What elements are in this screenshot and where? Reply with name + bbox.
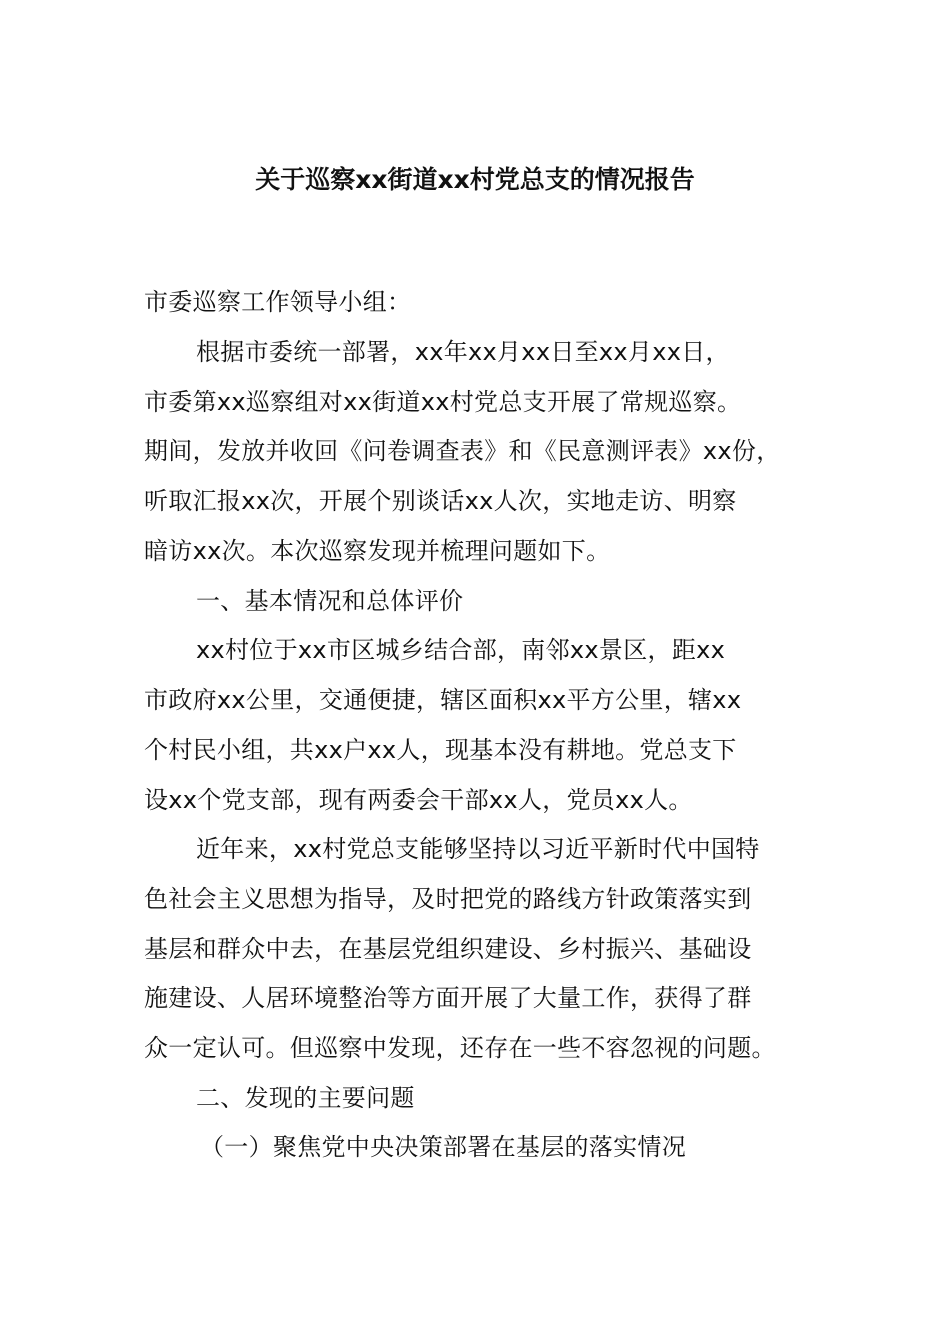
paragraph-line: 根据市委统一部署，xx年xx月xx日至xx月xx日， [196, 338, 730, 366]
paragraph-line: 暗访xx次。本次巡察发现并梳理问题如下。 [144, 537, 611, 565]
paragraph-line: 近年来，xx村党总支能够坚持以习近平新时代中国特 [196, 835, 760, 863]
paragraph-line: 个村民小组，共xx户xx人，现基本没有耕地。党总支下 [144, 736, 737, 764]
salutation: 市委巡察工作领导小组： [144, 288, 412, 316]
document-title: 关于巡察xx街道xx村党总支的情况报告 [255, 165, 695, 194]
paragraph-line: 基层和群众中去，在基层党组织建设、乡村振兴、基础设 [144, 935, 752, 963]
paragraph-line: 设xx个党支部，现有两委会干部xx人，党员xx人。 [144, 786, 693, 814]
paragraph-line: 众一定认可。但巡察中发现，还存在一些不容忽视的问题。 [144, 1034, 776, 1062]
paragraph-line: 市委第xx巡察组对xx街道xx村党总支开展了常规巡察。 [144, 388, 742, 416]
paragraph-line: 期间，发放并收回《问卷调查表》和《民意测评表》xx份， [144, 437, 781, 465]
section-heading-2: 二、发现的主要问题 [196, 1084, 415, 1112]
paragraph-line: 市政府xx公里，交通便捷，辖区面积xx平方公里，辖xx [144, 686, 742, 714]
paragraph-line: xx村位于xx市区城乡结合部，南邻xx景区，距xx [196, 636, 726, 664]
paragraph-line: 施建设、人居环境整治等方面开展了大量工作，获得了群 [144, 984, 752, 1012]
paragraph-line: 听取汇报xx次，开展个别谈话xx人次，实地走访、明察 [144, 487, 737, 515]
paragraph-line: 色社会主义思想为指导，及时把党的路线方针政策落实到 [144, 885, 752, 913]
section-heading-1: 一、基本情况和总体评价 [196, 587, 464, 615]
subsection-heading-1: （一）聚焦党中央决策部署在基层的落实情况 [200, 1133, 686, 1161]
